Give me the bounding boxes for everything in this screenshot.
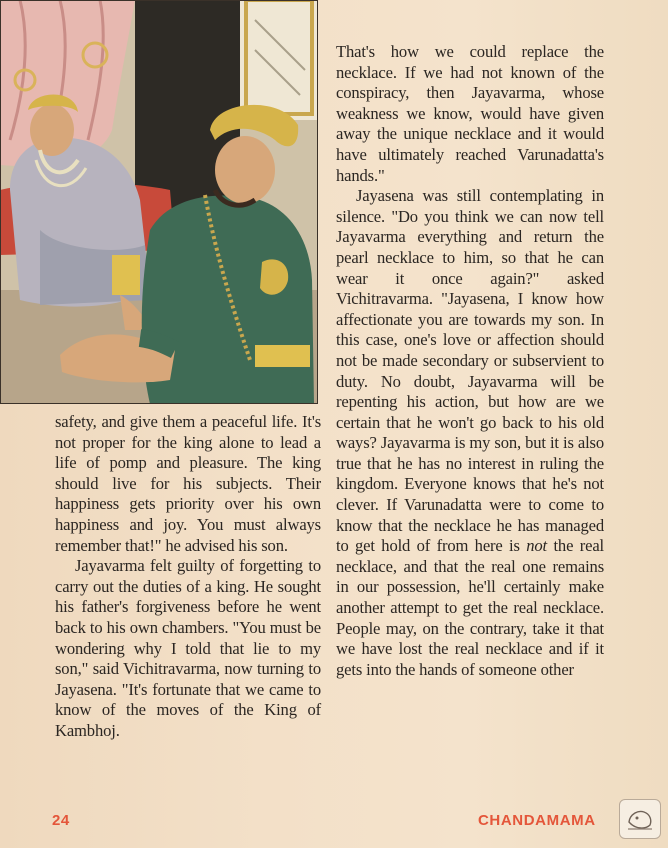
right-column-text bbox=[336, 42, 604, 680]
left-paragraph-1: safety, and give them a peaceful life. It's not proper for the king alone to lead a life of pomp and pleasure. The king should live for his subjects. Their happiness gets priority over his own happiness and joy. You must always remember that!" he advised his son. bbox=[55, 412, 321, 555]
king-and-minister-illustration bbox=[0, 0, 318, 404]
right-paragraph-2-start: Jayasena was still contemplating in silence. "Do you think we can now tell Jayavarma everything and return the pearl necklace to him, so that he can wear it once again?" asked Vichitravarma. "Jayasena, I know how affectionate you are towards my son. In this case, one's love or affection should not be made secondary or subservient to duty. No doubt, Jayavarma will be repenting his action, but how are we certain that he won't go back to his old ways? Jayavarma is my son, but it is also true that he has no interest in ruling the kingdom. Everyone knows that he's not clever. If Varunadatta were to come to know that the necklace he has managed to get hold of from here is bbox=[336, 186, 604, 556]
right-paragraph-2-end: the real necklace, and that the real one remains in our possession, he'll certainly make another attempt to get the real necklace. People may, on the contrary, take it that we have lost the real necklace and if it gets into the hands of someone other bbox=[336, 536, 604, 679]
emphasis-not: not bbox=[526, 536, 548, 556]
publisher-logo-icon bbox=[619, 799, 661, 839]
left-column-text bbox=[55, 412, 321, 742]
left-paragraph-2: Jayavarma felt guilty of forgetting to carry out the duties of a king. He sought his father's forgiveness before he went back to his own chambers. "You must be wondering why I told that lie to my son," said Vichitravarma, now turning to Jayasena. "It's fortunate that we came to know of the moves of the King of Kambhoj. bbox=[55, 556, 321, 740]
right-paragraph-1: That's how we could replace the necklace. If we had not known of the conspiracy, then Jayavarma, whose weakness we know, would have given away the unique necklace and it would have ultimately reached Varunadatta's hands." bbox=[336, 42, 604, 185]
page-footer bbox=[0, 810, 668, 834]
page-number: 24 bbox=[52, 812, 70, 829]
magazine-name: CHANDAMAMA bbox=[478, 812, 596, 829]
right-paragraph-2 bbox=[336, 186, 604, 680]
